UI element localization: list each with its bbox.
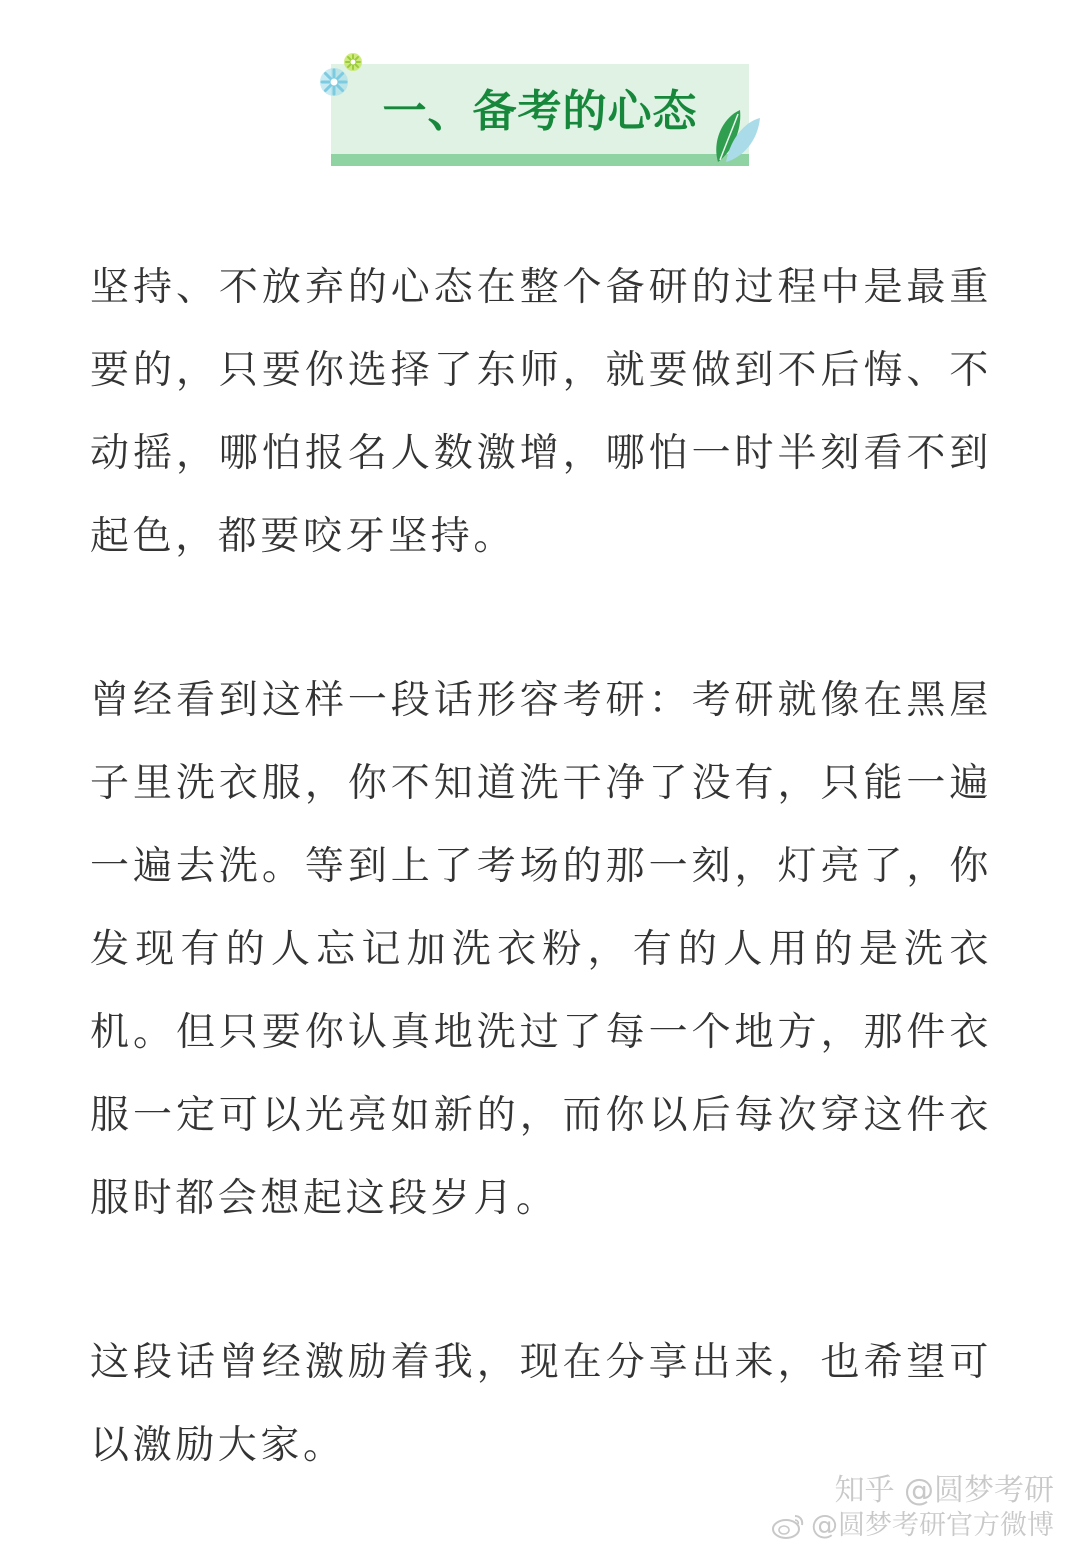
watermark	[771, 1473, 1054, 1543]
paragraph-encouragement: 这段话曾经激励着我，现在分享出来，也希望可以激励大家。	[90, 1340, 992, 1468]
weibo-watermark	[771, 1509, 1054, 1543]
section-title-banner	[331, 64, 749, 166]
flower-icon	[316, 50, 366, 100]
weibo-icon	[771, 1512, 805, 1540]
weibo-handle: @圆梦考研官方微博	[811, 1510, 1054, 1541]
paragraph-mindset: 坚持、不放弃的心态在整个备研的过程中是最重要的，只要你选择了东师，就要做到不后悔、不动摇，哪怕报名人数激增，哪怕一时半刻看不到起色，都要咬牙坚持。	[90, 265, 992, 559]
leaf-icon	[712, 104, 762, 166]
zhihu-watermark: 知乎 @圆梦考研	[834, 1473, 1054, 1508]
section-title: 一、备考的心态	[382, 86, 698, 137]
article-body	[90, 246, 992, 1487]
paragraph-analogy: 曾经看到这样一段话形容考研：考研就像在黑屋子里洗衣服，你不知道洗干净了没有，只能一遍一遍去洗。等到上了考场的那一刻，灯亮了，你发现有的人忘记加洗衣粉，有的人用的是洗衣机。但只要你认真地洗过了每一个地方，那件衣服一定可以光亮如新的，而你以后每次穿这件衣服时都会想起这段岁月。	[90, 678, 992, 1221]
